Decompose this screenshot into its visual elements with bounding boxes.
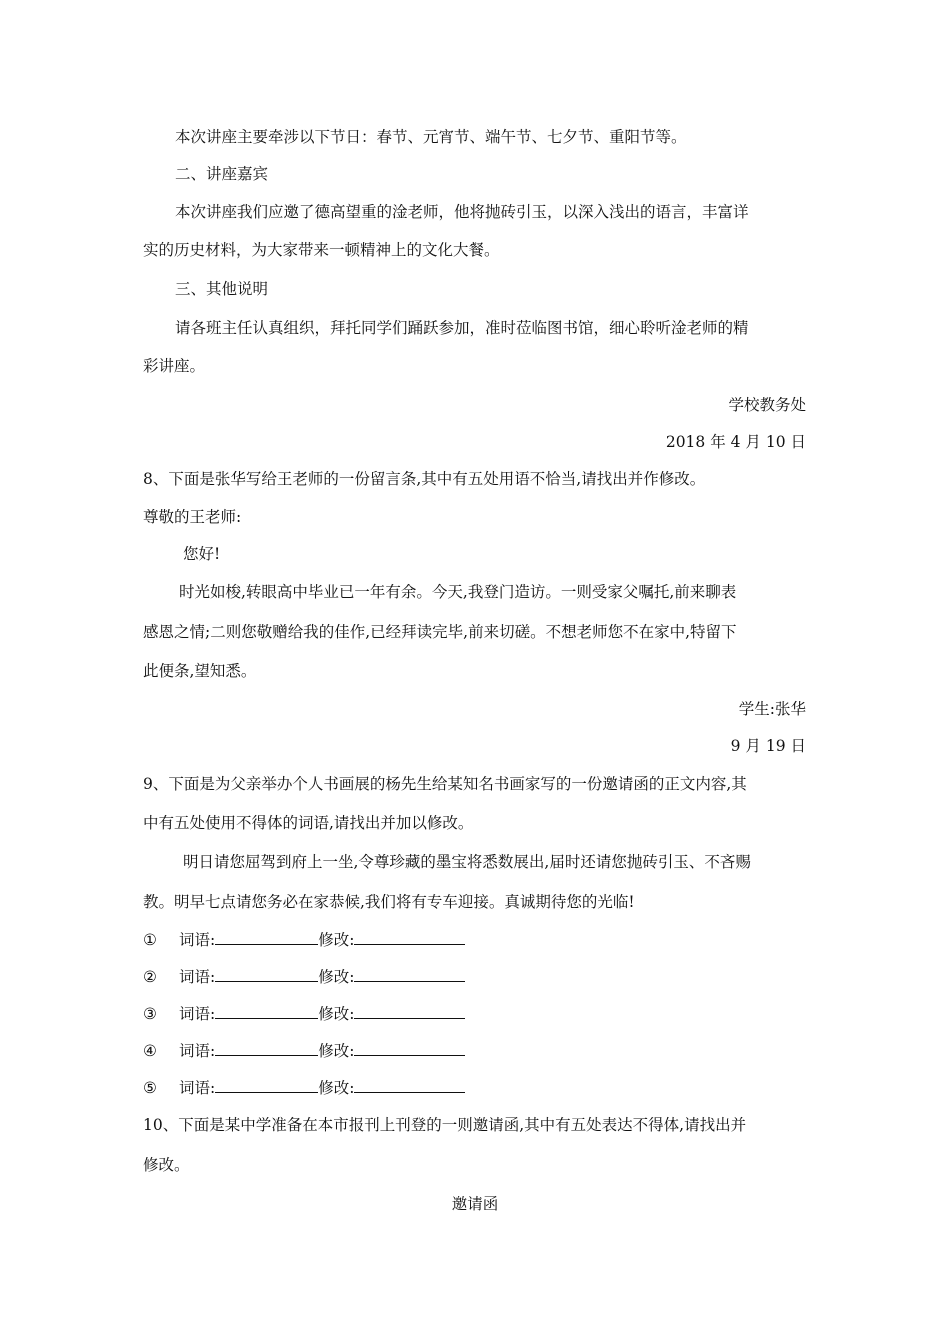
note-greeting: 您好! [183,545,221,563]
question-8-prompt: 8、下面是张华写给王老师的一份留言条,其中有五处用语不恰当,请找出并作修改。 [143,470,706,488]
answer-marker: ⑤ [143,1079,157,1097]
word-label: 词语: [179,1079,216,1097]
answer-row [143,1004,465,1024]
other-paragraph-line: 彩讲座。 [143,357,206,375]
word-label: 词语: [179,1042,216,1060]
note-body-line: 时光如梭,转眼高中毕业已一年有余。今天,我登门造访。一则受家父嘱托,前来聊表 [179,583,737,601]
invitation-title: 邀请函 [451,1195,499,1213]
fix-label: 修改: [318,1005,355,1023]
word-blank[interactable] [215,930,318,945]
fix-blank[interactable] [354,1078,465,1093]
fix-label: 修改: [318,968,355,986]
other-paragraph-line: 请各班主任认真组织，拜托同学们踊跃参加，准时莅临图书馆，细心聆听淦老师的精 [175,319,749,337]
fix-label: 修改: [318,1042,355,1060]
answer-row [143,1041,465,1061]
note-signature: 学生:张华 [738,700,806,718]
notice-date: 2018 年 4 月 10 日 [665,433,806,451]
question-9-prompt-line: 中有五处使用不得体的词语,请找出并加以修改。 [143,814,474,832]
word-blank[interactable] [215,1004,318,1019]
festivals-line: 本次讲座主要牵涉以下节日：春节、元宵节、端午节、七夕节、重阳节等。 [175,128,687,146]
invitation-text-line: 教。明早七点请您务必在家恭候,我们将有专车迎接。真诚期待您的光临! [143,893,635,911]
answer-row [143,1078,465,1098]
fix-blank[interactable] [354,930,465,945]
fix-label: 修改: [318,931,355,949]
notice-signature: 学校教务处 [728,396,806,414]
answer-marker: ③ [143,1005,157,1023]
answer-marker: ④ [143,1042,157,1060]
word-label: 词语: [179,968,216,986]
word-label: 词语: [179,931,216,949]
fix-label: 修改: [318,1079,355,1097]
note-body-line: 此便条,望知悉。 [143,662,257,680]
word-label: 词语: [179,1005,216,1023]
word-blank[interactable] [215,1041,318,1056]
invitation-text-line: 明日请您屈驾到府上一坐,令尊珍藏的墨宝将悉数展出,届时还请您抛砖引玉、不吝赐 [183,853,751,871]
question-10-prompt-line: 10、下面是某中学准备在本市报刊上刊登的一则邀请函,其中有五处表达不得体,请找出并 [143,1116,747,1134]
answer-row [143,930,465,950]
answer-marker: ① [143,931,157,949]
note-date: 9 月 19 日 [730,737,806,755]
word-blank[interactable] [215,967,318,982]
guest-paragraph-line: 本次讲座我们应邀了德高望重的淦老师，他将抛砖引玉，以深入浅出的语言，丰富详 [175,203,749,221]
answer-row [143,967,465,987]
note-body-line: 感恩之情;二则您敬赠给我的佳作,已经拜读完毕,前来切磋。不想老师您不在家中,特留下 [143,623,737,641]
note-salutation: 尊敬的王老师: [143,508,242,526]
heading-guest: 二、讲座嘉宾 [175,165,269,183]
answer-marker: ② [143,968,157,986]
fix-blank[interactable] [354,967,465,982]
fix-blank[interactable] [354,1004,465,1019]
guest-paragraph-line: 实的历史材料，为大家带来一顿精神上的文化大餐。 [143,241,500,259]
question-9-prompt-line: 9、下面是为父亲举办个人书画展的杨先生给某知名书画家写的一份邀请函的正文内容,其 [143,775,747,793]
heading-other: 三、其他说明 [175,280,269,298]
question-10-prompt-line: 修改。 [143,1156,190,1174]
word-blank[interactable] [215,1078,318,1093]
fix-blank[interactable] [354,1041,465,1056]
